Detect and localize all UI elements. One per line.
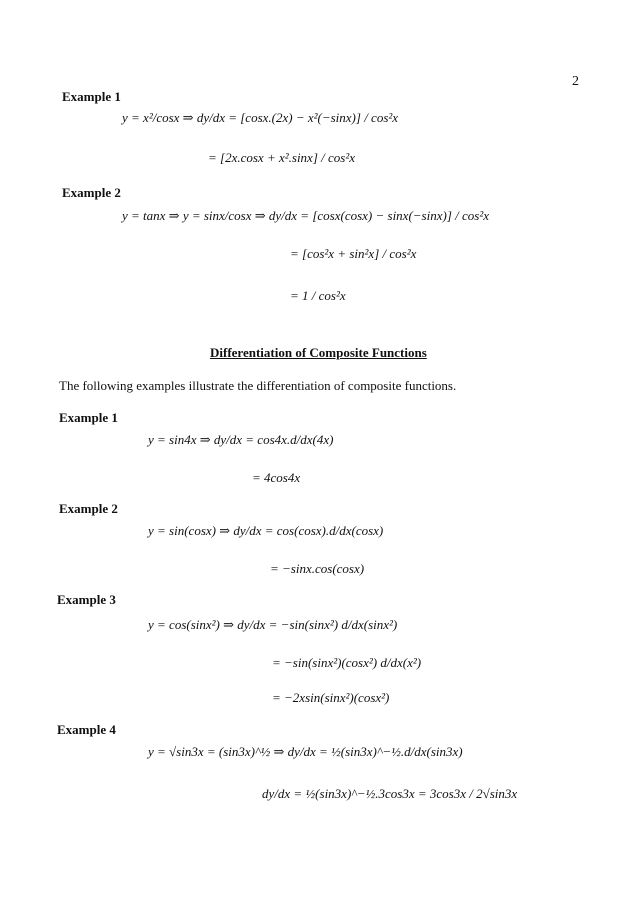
- equation-line: = 1 / cos²x: [290, 288, 346, 303]
- example-label: Example 3: [57, 592, 116, 607]
- equation-line: y = √sin3x = (sin3x)^½ ⇒ dy/dx = ½(sin3x)^−½.d/dx(sin3x): [148, 744, 463, 759]
- equation-line: = [cos²x + sin²x] / cos²x: [290, 246, 417, 261]
- equation-line: = −sinx.cos(cosx): [270, 561, 365, 576]
- equation-line: y = sin(cosx) ⇒ dy/dx = cos(cosx).d/dx(cosx): [148, 523, 384, 538]
- page-number: 2: [572, 74, 579, 89]
- equation-line: = −2xsin(sinx²)(cosx²): [272, 690, 390, 705]
- example-label: Example 2: [59, 501, 118, 516]
- equation-line: y = x²/cosx ⇒ dy/dx = [cosx.(2x) − x²(−sinx)] / cos²x: [122, 110, 399, 125]
- intro-text: The following examples illustrate the differentiation of composite functions.: [59, 378, 457, 393]
- example-label: Example 1: [62, 89, 121, 104]
- equation-line: dy/dx = ½(sin3x)^−½.3cos3x = 3cos3x / 2√sin3x: [262, 786, 518, 801]
- equation-line: y = cos(sinx²) ⇒ dy/dx = −sin(sinx²) d/dx(sinx²): [148, 617, 398, 632]
- equation-line: y = tanx ⇒ y = sinx/cosx ⇒ dy/dx = [cosx(cosx) − sinx(−sinx)] / cos²x: [122, 208, 489, 223]
- equation-line: y = sin4x ⇒ dy/dx = cos4x.d/dx(4x): [148, 432, 334, 447]
- section-heading: Differentiation of Composite Functions: [210, 345, 427, 360]
- example-label: Example 2: [62, 185, 121, 200]
- equation-line: = 4cos4x: [252, 470, 301, 485]
- example-label: Example 1: [59, 410, 118, 425]
- equation-line: = −sin(sinx²)(cosx²) d/dx(x²): [272, 655, 422, 670]
- example-label: Example 4: [57, 722, 116, 737]
- equation-line: = [2x.cosx + x².sinx] / cos²x: [208, 150, 355, 165]
